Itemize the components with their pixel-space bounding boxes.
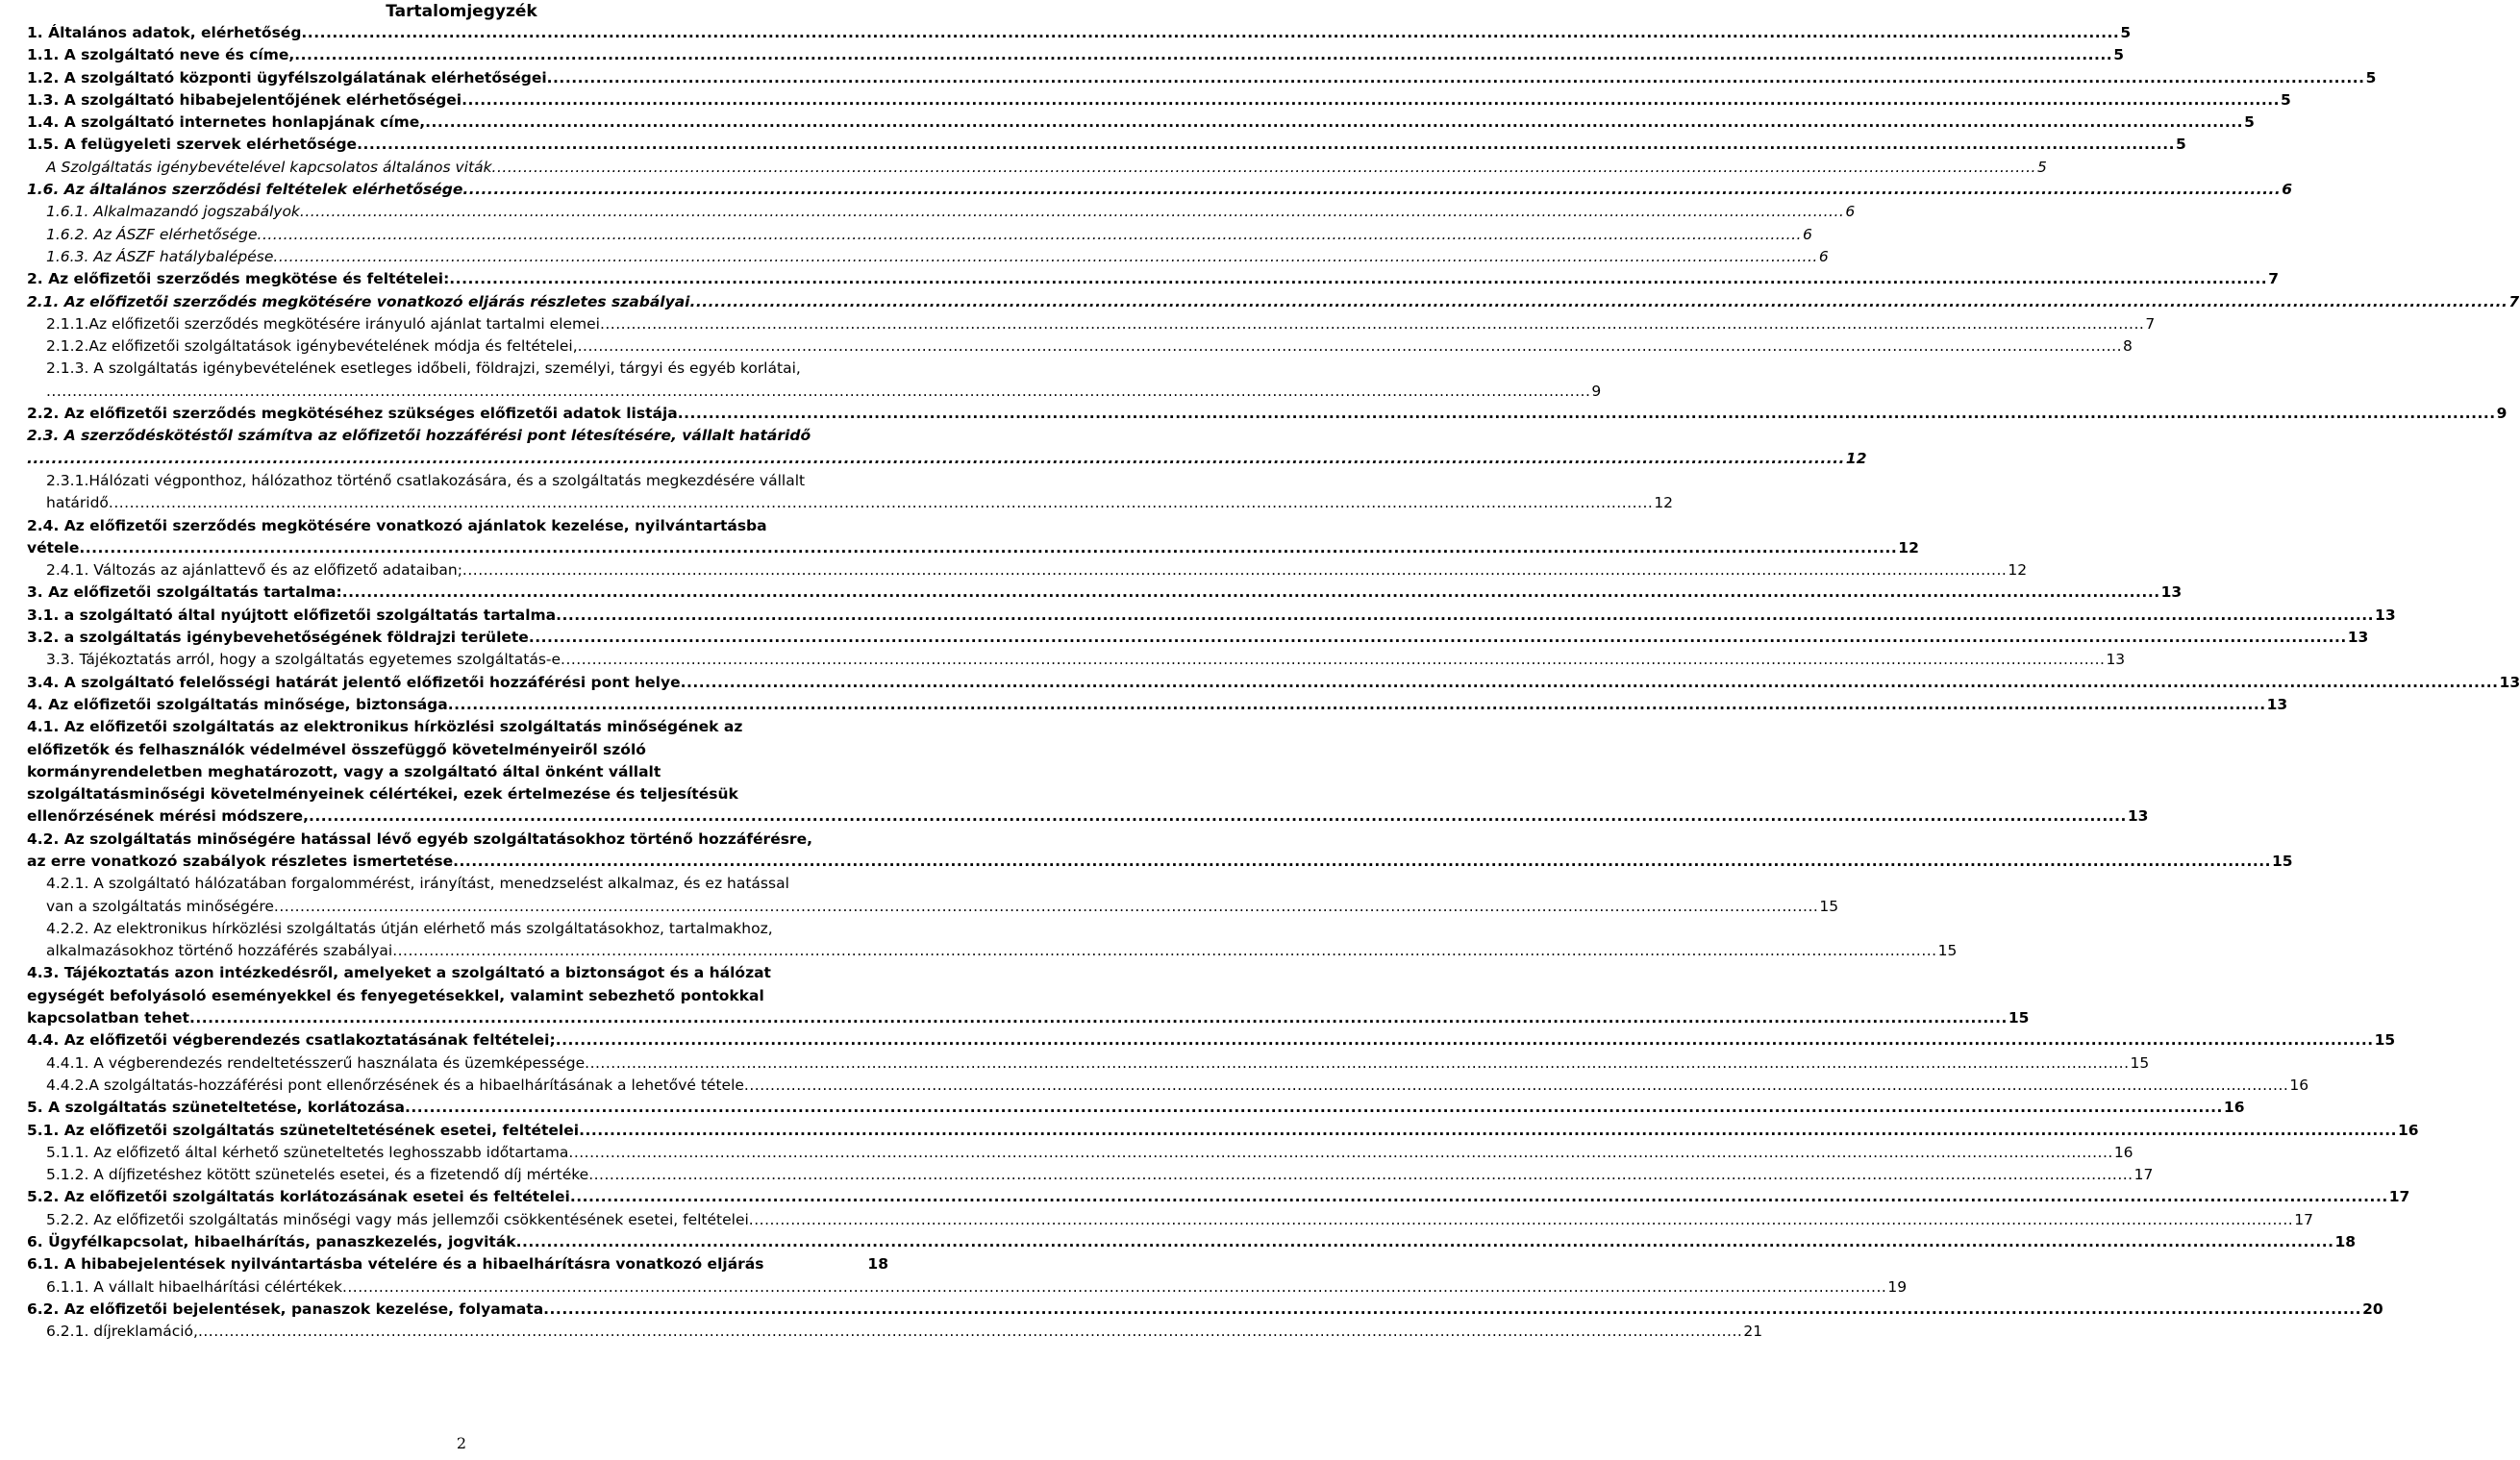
toc-dot-leader (46, 381, 1590, 403)
toc-dot-leader (274, 896, 1818, 918)
toc-entry-text: 5.1. Az előfizetői szolgáltatás szüneteltetésének esetei, feltételei (27, 1121, 580, 1139)
toc-entry-text: A Szolgáltatás igénybevételével kapcsolatos általános viták (46, 158, 492, 176)
toc-page-number: 15 (2008, 1009, 2030, 1027)
toc-entry[interactable] (27, 201, 1856, 223)
toc-page-number: 7 (2145, 314, 2156, 333)
toc-page-number: 13 (2106, 651, 2126, 669)
toc-entry[interactable] (27, 44, 2124, 66)
toc-entry-text: 2.4. Az előfizetői szerződés megkötésére vonatkozó ajánlatok kezelése, nyilvántartásba (27, 516, 767, 534)
toc-dot-leader (462, 89, 2280, 111)
toc-entry-text: 1.4. A szolgáltató internetes honlapjának címe, (27, 113, 426, 132)
toc-entry[interactable] (27, 358, 1602, 403)
toc-entry[interactable] (27, 111, 2255, 134)
toc-page-number: 9 (2496, 405, 2508, 423)
toc-dot-leader (258, 224, 1802, 246)
toc-entry[interactable] (27, 268, 2279, 290)
toc-page-number: 16 (2397, 1121, 2419, 1139)
toc-entry-text: kormányrendeletben meghatározott, vagy a szolgáltató által önként vállalt (27, 762, 661, 780)
toc-page-number: 5 (2113, 46, 2124, 64)
toc-page-number: 13 (2375, 606, 2396, 624)
toc-page-number: 5 (2175, 136, 2186, 154)
toc-dot-leader (588, 1164, 2133, 1186)
toc-dot-leader (690, 291, 2508, 313)
toc-page-number: 12 (2008, 561, 2028, 580)
toc-entry[interactable] (27, 627, 2369, 649)
toc-entry[interactable] (27, 672, 2520, 694)
toc-dot-leader (600, 313, 2144, 335)
toc-entry[interactable] (27, 1321, 1763, 1343)
toc-entry[interactable] (27, 582, 2183, 604)
page-number: 2 (456, 1434, 467, 1452)
toc-page-number: 20 (2362, 1299, 2383, 1318)
toc-dot-leader (357, 134, 2175, 156)
toc-entry[interactable] (27, 1186, 2410, 1208)
toc-entry[interactable] (27, 425, 1867, 470)
toc-page-number: 6 (1845, 203, 1856, 221)
toc-dot-leader (109, 492, 1653, 514)
toc-entry-text: 1.6.1. Alkalmazandó jogszabályok (46, 203, 300, 221)
toc-entry[interactable] (27, 918, 1958, 963)
toc-dot-leader (570, 1186, 2388, 1208)
toc-page-number: 12 (1845, 449, 1867, 467)
toc-entry[interactable] (27, 1299, 2383, 1321)
toc-dot-leader (561, 649, 2105, 671)
toc-dot-leader (462, 559, 2007, 582)
toc-dot-leader (27, 448, 1845, 470)
toc-entry-text: 3. Az előfizetői szolgáltatás tartalma: (27, 583, 342, 602)
toc-entry-text: ellenőrzésének mérési módszere, (27, 807, 309, 826)
toc-entry-text: 6. Ügyfélkapcsolat, hibaelhárítás, panaszkezelés, jogviták (27, 1233, 516, 1251)
toc-page-number: 19 (1887, 1277, 1908, 1296)
toc-entry[interactable] (27, 559, 2028, 582)
toc-entry-text: 2.1.3. A szolgáltatás igénybevételének esetleges időbeli, földrajzi, személyi, tárgyi és egyéb korlátai, (46, 359, 801, 378)
toc-entry[interactable] (27, 962, 2030, 1029)
toc-entry-text: 4.4. Az előfizetői végberendezés csatlakoztatásának feltételei; (27, 1031, 556, 1050)
toc-entry-text: 1.6. Az általános szerződési feltételek elérhetősége (27, 181, 463, 199)
toc-page-number: 21 (1743, 1323, 1763, 1341)
toc-entry[interactable] (27, 403, 2508, 425)
toc-entry-text: határidő (46, 494, 109, 512)
toc-entry-text: 4.3. Tájékoztatás azon intézkedésről, amelyeket a szolgáltató a biztonságot és a hálózat (27, 964, 771, 982)
toc-entry-text: 3.4. A szolgáltató felelősségi határát jelentő előfizetői hozzáférési pont helye (27, 673, 681, 691)
toc-entry[interactable] (27, 515, 1919, 560)
toc-dot-leader (453, 851, 2271, 873)
toc-entry-text: 2.2. Az előfizetői szerződés megkötéséhez szükséges előfizetői adatok listája (27, 405, 678, 423)
toc-entry-text: kapcsolatban tehet (27, 1009, 189, 1027)
toc-entry-text: 3.1. a szolgáltató által nyújtott előfizetői szolgáltatás tartalma (27, 606, 557, 624)
toc-entry[interactable] (27, 1231, 2357, 1253)
toc-entry[interactable] (27, 873, 1839, 918)
toc-dot-leader (79, 537, 1897, 559)
toc-page-number: 15 (2130, 1053, 2150, 1072)
toc-entry[interactable] (27, 1052, 2150, 1075)
toc-page-number: 15 (2272, 852, 2293, 870)
toc-page-number: 5 (2036, 158, 2047, 176)
toc-page-number: 5 (2281, 90, 2291, 109)
toc-dot-leader (516, 1231, 2334, 1253)
toc-page-number: 12 (1898, 538, 1919, 557)
toc-page-number: 16 (2289, 1076, 2309, 1094)
toc-page-number: 13 (2347, 629, 2369, 647)
toc-page-number: 13 (2127, 807, 2149, 826)
toc-page-number: 8 (2123, 337, 2133, 356)
toc-entry-text: 5.1.1. Az előfizető által kérhető szüneteltetés leghosszabb időtartama (46, 1143, 569, 1161)
toc-page-number: 18 (2334, 1233, 2357, 1251)
toc-dot-leader (342, 582, 2160, 604)
toc-page-number: 12 (1654, 494, 1674, 512)
toc-dot-leader (462, 179, 2281, 201)
toc-entry-text: 6.2. Az előfizetői bejelentések, panaszok kezelése, folyamata (27, 1299, 544, 1318)
toc-dot-leader (448, 694, 2266, 716)
toc-dot-leader (744, 1075, 2288, 1097)
toc-entry-text: 1.6.2. Az ÁSZF elérhetősége (46, 225, 258, 243)
toc-dot-leader (342, 1276, 1886, 1299)
table-of-contents (27, 22, 2520, 1344)
toc-dot-leader (301, 22, 2119, 44)
toc-dot-leader (529, 627, 2347, 649)
toc-entry-text: 5.1.2. A díjfizetéshez kötött szünetelés esetei, és a fizetendő díj mértéke (46, 1166, 589, 1184)
toc-dot-leader (492, 157, 2036, 179)
toc-entry[interactable] (27, 134, 2186, 156)
toc-entry[interactable] (27, 605, 2396, 627)
toc-page-number: 6 (1818, 247, 1829, 265)
toc-entry-text: vétele (27, 538, 80, 557)
toc-entry[interactable] (27, 313, 2156, 335)
toc-entry[interactable] (27, 1097, 2245, 1119)
toc-entry-text: 4.2. Az szolgáltatás minőségére hatással lévő egyéb szolgáltatásokhoz történő hozzáférésre, (27, 829, 812, 848)
toc-entry-text: 6.1. A hibabejelentések nyilvántartásba vételére és a hibaelhárításra vonatkozó eljárás (27, 1255, 764, 1274)
toc-dot-leader (392, 940, 1936, 962)
toc-page-number: 16 (2223, 1099, 2245, 1117)
toc-entry[interactable] (27, 1276, 1908, 1299)
toc-entry-text: 5. A szolgáltatás szüneteltetése, korlátozása (27, 1099, 406, 1117)
toc-page-number: 7 (2268, 270, 2279, 288)
toc-entry-text: az erre vonatkozó szabályok részletes ismertetése (27, 852, 454, 870)
toc-page-number: 5 (2365, 68, 2377, 87)
toc-entry[interactable] (27, 1029, 2396, 1052)
toc-page-number: 6 (2282, 181, 2293, 199)
toc-entry-text: 1.6.3. Az ÁSZF hatálybalépése (46, 247, 274, 265)
toc-entry-text: 1. Általános adatok, elérhetőség (27, 24, 302, 41)
toc-entry[interactable] (27, 829, 2293, 874)
toc-entry-text: 6.2.1. díjreklamáció, (46, 1323, 198, 1341)
toc-entry[interactable] (27, 1164, 2154, 1186)
toc-entry[interactable] (27, 1253, 888, 1275)
toc-entry-text: 5.2. Az előfizetői szolgáltatás korlátozásának esetei és feltételei (27, 1188, 570, 1206)
toc-page-number: 13 (2499, 673, 2520, 691)
toc-dot-leader (678, 403, 2496, 425)
toc-entry-text: 4.4.1. A végberendezés rendeltetésszerű használata és üzemképessége (46, 1053, 586, 1072)
toc-page-number: 18 (867, 1255, 888, 1274)
toc-entry-text: 2. Az előfizetői szerződés megkötése és feltételei: (27, 270, 450, 288)
toc-dot-leader (543, 1299, 2361, 1321)
toc-entry-text: egységét befolyásoló eseményekkel és fenyegetésekkel, valamint sebezhető pontokkal (27, 986, 764, 1004)
toc-entry-text: előfizetők és felhasználók védelmével összefüggő követelményeiről szóló (27, 740, 646, 758)
toc-dot-leader (449, 268, 2267, 290)
toc-page-number: 15 (1937, 942, 1958, 960)
toc-page-number: 15 (1819, 897, 1839, 915)
toc-entry-text: 1.2. A szolgáltató központi ügyfélszolgálatának elérhetőségei (27, 68, 547, 87)
toc-entry[interactable] (27, 224, 1812, 246)
toc-page-number: 7 (2508, 292, 2520, 310)
toc-page-number: 15 (2374, 1031, 2396, 1050)
toc-entry[interactable] (27, 335, 2133, 358)
toc-entry[interactable] (27, 1075, 2309, 1097)
toc-entry-text: van a szolgáltatás minőségére (46, 897, 274, 915)
toc-page-number: 17 (2294, 1210, 2313, 1228)
toc-page-number: 17 (2388, 1188, 2410, 1206)
toc-page-number: 13 (2160, 583, 2183, 602)
toc-entry[interactable] (27, 649, 2126, 671)
toc-entry[interactable] (27, 291, 2520, 313)
toc-dot-leader (556, 605, 2374, 627)
toc-entry-text: 4.1. Az előfizetői szolgáltatás az elektronikus hírközlési szolgáltatás minőségének az (27, 718, 743, 736)
toc-dot-leader (189, 1007, 2008, 1029)
toc-entry[interactable] (27, 157, 2047, 179)
toc-entry[interactable] (27, 1209, 2313, 1231)
toc-entry-text: 2.1.2.Az előfizetői szolgáltatások igénybevételének módja és feltételei, (46, 337, 578, 356)
toc-dot-leader (749, 1209, 2293, 1231)
toc-page-number: 5 (2120, 24, 2132, 41)
toc-entry-text: 2.3.1.Hálózati végponthoz, hálózathoz történő csatlakozására, és a szolgáltatás megkezdésére vállalt (46, 471, 806, 489)
toc-entry-text: 3.2. a szolgáltatás igénybevehetőségének földrajzi területe (27, 629, 529, 647)
toc-entry-text: 1.3. A szolgáltató hibabejelentőjének elérhetőségei (27, 90, 462, 109)
toc-entry-text: 3.3. Tájékoztatás arról, hogy a szolgáltatás egyetemes szolgáltatás-e (46, 651, 561, 669)
toc-dot-leader (198, 1321, 1742, 1343)
toc-entry-text: 1.1. A szolgáltató neve és címe, (27, 46, 295, 64)
toc-page-number: 9 (1591, 382, 1602, 400)
toc-dot-leader (273, 246, 1817, 268)
toc-entry-text: 2.4.1. Változás az ajánlattevő és az előfizető adataiban; (46, 561, 462, 580)
toc-dot-leader (578, 335, 2122, 358)
toc-entry-text: 6.1.1. A vállalt hibaelhárítási célértékek (46, 1277, 342, 1296)
toc-entry[interactable] (27, 716, 2149, 828)
toc-entry-text: 5.2.2. Az előfizetői szolgáltatás minőségi vagy más jellemzői csökkentésének esetei, feltételei (46, 1210, 749, 1228)
toc-page-number: 5 (2244, 113, 2255, 132)
toc-entry[interactable] (27, 470, 1674, 515)
toc-dot-leader (556, 1029, 2374, 1052)
toc-entry[interactable] (27, 1120, 2419, 1142)
toc-dot-leader (547, 67, 2365, 89)
toc-entry-text: 4. Az előfizetői szolgáltatás minősége, biztonsága (27, 695, 448, 713)
toc-entry[interactable] (27, 246, 1829, 268)
toc-entry-text: 4.2.1. A szolgáltató hálózatában forgalommérést, irányítást, menedzselést alkalmaz, és ez hatással (46, 875, 789, 893)
toc-dot-leader (579, 1120, 2397, 1142)
toc-entry[interactable] (27, 179, 2293, 201)
toc-entry[interactable] (27, 22, 2132, 44)
toc-entry-text: 4.4.2.A szolgáltatás-hozzáférési pont ellenőrzésének és a hibaelhárításának a lehetővé tétele (46, 1076, 744, 1094)
toc-entry[interactable] (27, 67, 2377, 89)
toc-dot-leader (425, 111, 2243, 134)
toc-entry-text: 2.1.1.Az előfizetői szerződés megkötésére irányuló ajánlat tartalmi elemei (46, 314, 600, 333)
toc-entry-text: 2.1. Az előfizetői szerződés megkötésére vonatkozó eljárás részletes szabályai (27, 292, 690, 310)
toc-entry[interactable] (27, 694, 2288, 716)
toc-entry-text: alkalmazásokhoz történő hozzáférés szabályai (46, 942, 393, 960)
toc-entry-text: 2.3. A szerződéskötéstől számítva az előfizetői hozzáférési pont létesítésére, vállalt határidő (27, 427, 811, 445)
toc-entry-text: 1.5. A felügyeleti szervek elérhetősége (27, 136, 358, 154)
toc-dot-leader (568, 1142, 2112, 1164)
toc-dot-leader (681, 672, 2499, 694)
toc-dot-leader (309, 805, 2127, 828)
toc-entry-text: 4.2.2. Az elektronikus hírközlési szolgáltatás útján elérhető más szolgáltatásokhoz, tartalmakhoz, (46, 919, 773, 937)
toc-page-number: 17 (2133, 1166, 2154, 1184)
toc-entry-text: szolgáltatásminőségi követelményeinek célértékei, ezek értelmezése és teljesítésük (27, 785, 738, 804)
toc-dot-leader (405, 1097, 2223, 1119)
toc-dot-leader (300, 201, 1844, 223)
toc-page-number: 6 (1802, 225, 1812, 243)
toc-title: Tartalomjegyzék (386, 2, 537, 21)
toc-dot-leader (294, 44, 2112, 66)
toc-entry[interactable] (27, 1142, 2133, 1164)
toc-page-number: 16 (2113, 1143, 2133, 1161)
toc-page-number: 13 (2266, 695, 2288, 713)
toc-entry[interactable] (27, 89, 2291, 111)
toc-dot-leader (585, 1052, 2129, 1075)
